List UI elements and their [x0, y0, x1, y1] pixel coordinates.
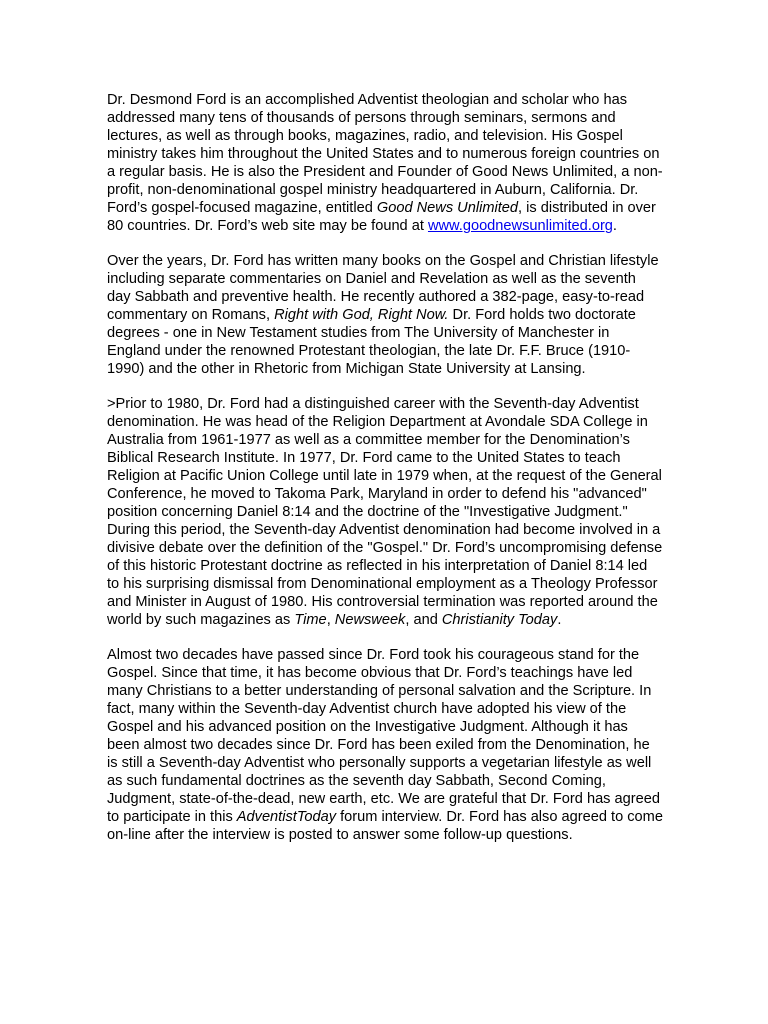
magazine-newsweek: Newsweek: [334, 612, 406, 628]
paragraph-legacy: [107, 646, 663, 844]
book-title: Right with God, Right Now.: [274, 307, 449, 323]
magazine-title: Good News Unlimited: [376, 200, 519, 216]
paragraph-books-text-2: Dr. Ford holds two doctorate degrees - one in New Testament studies from The University of Manchester in England under the renowned Protestant theologian, the late Dr. F.F. Bruce (1910-1990) and the other in Rhetoric from Michigan State University at Lansing.: [107, 307, 636, 377]
paragraph-intro-end: .: [612, 218, 617, 234]
document-body: [107, 91, 663, 861]
paragraph-books: [107, 252, 663, 378]
magazine-time: Time: [294, 612, 327, 628]
paragraph-career-text: >Prior to 1980, Dr. Ford had a distinguished career with the Seventh-day Adventist denomination. He was head of the Religion Department at Avondale SDA College in Australia from 1961-1977 as well as a committee member for the Denomination’s Biblical Research Institute. In 1977, Dr. Ford came to the United States to teach Religion at Pacific Union College until late in 1979 when, at the request of the General Conference, he moved to Takoma Park, Maryland in order to defend his "advanced" position concerning Daniel 8:14 and the doctrine of the "Investigative Judgment." During this period, the Seventh-day Adventist denomination had become involved in a divisive debate over the definition of the "Gospel." Dr. Ford’s uncompromising defense of this historic Protestant doctrine as reflected in his interpretation of Daniel 8:14 led to his surprising dismissal from Denominational employment as a Theology Professor and Minister in August of 1980. His controversial termination was reported around the world by such magazines as: [107, 396, 663, 628]
forum-name: AdventistToday: [236, 809, 337, 825]
paragraph-legacy-text-2: forum interview. Dr. Ford has also agreed to come on-line after the interview is posted to answer some follow-up questions.: [107, 809, 663, 843]
paragraph-career: [107, 395, 663, 629]
paragraph-legacy-text: Almost two decades have passed since Dr. Ford took his courageous stand for the Gospel. Since that time, it has become obvious that Dr. Ford’s teachings have led many Christians to a better understanding of personal salvation and the Scripture. In fact, many within the Seventh-day Adventist church have adopted his view of the Gospel and his advanced position on the Investigative Judgment. Although it has been almost two decades since Dr. Ford has been exiled from the Denomination, he is still a Seventh-day Adventist who personally supports a vegetarian lifestyle as well as such fundamental doctrines as the seventh day Sabbath, Second Coming, Judgment, state-of-the-dead, new earth, etc. We are grateful that Dr. Ford has agreed to participate in this: [107, 647, 660, 825]
website-link[interactable]: www.goodnewsunlimited.org: [427, 218, 613, 234]
magazine-christianity-today: Christianity Today: [441, 612, 558, 628]
separator-1: ,: [326, 612, 335, 628]
paragraph-intro: [107, 91, 663, 235]
paragraph-intro-text-2: , is distributed in over 80 countries. Dr. Ford’s web site may be found at: [107, 200, 656, 234]
paragraph-intro-text: Dr. Desmond Ford is an accomplished Adventist theologian and scholar who has addressed many tens of thousands of persons through seminars, sermons and lectures, as well as through books, magazines, radio, and television. His Gospel ministry takes him throughout the United States and to numerous foreign countries on a regular basis. He is also the President and Founder of Good News Unlimited, a non-profit, non-denominational gospel ministry headquartered in Auburn, California. Dr. Ford’s gospel-focused magazine, entitled: [107, 92, 663, 216]
paragraph-career-end: .: [557, 612, 562, 628]
separator-2: , and: [405, 612, 442, 628]
paragraph-books-text: Over the years, Dr. Ford has written many books on the Gospel and Christian lifestyle including separate commentaries on Daniel and Revelation as well as the seventh day Sabbath and preventive health. He recently authored a 382-page, easy-to-read commentary on Romans,: [107, 253, 659, 323]
